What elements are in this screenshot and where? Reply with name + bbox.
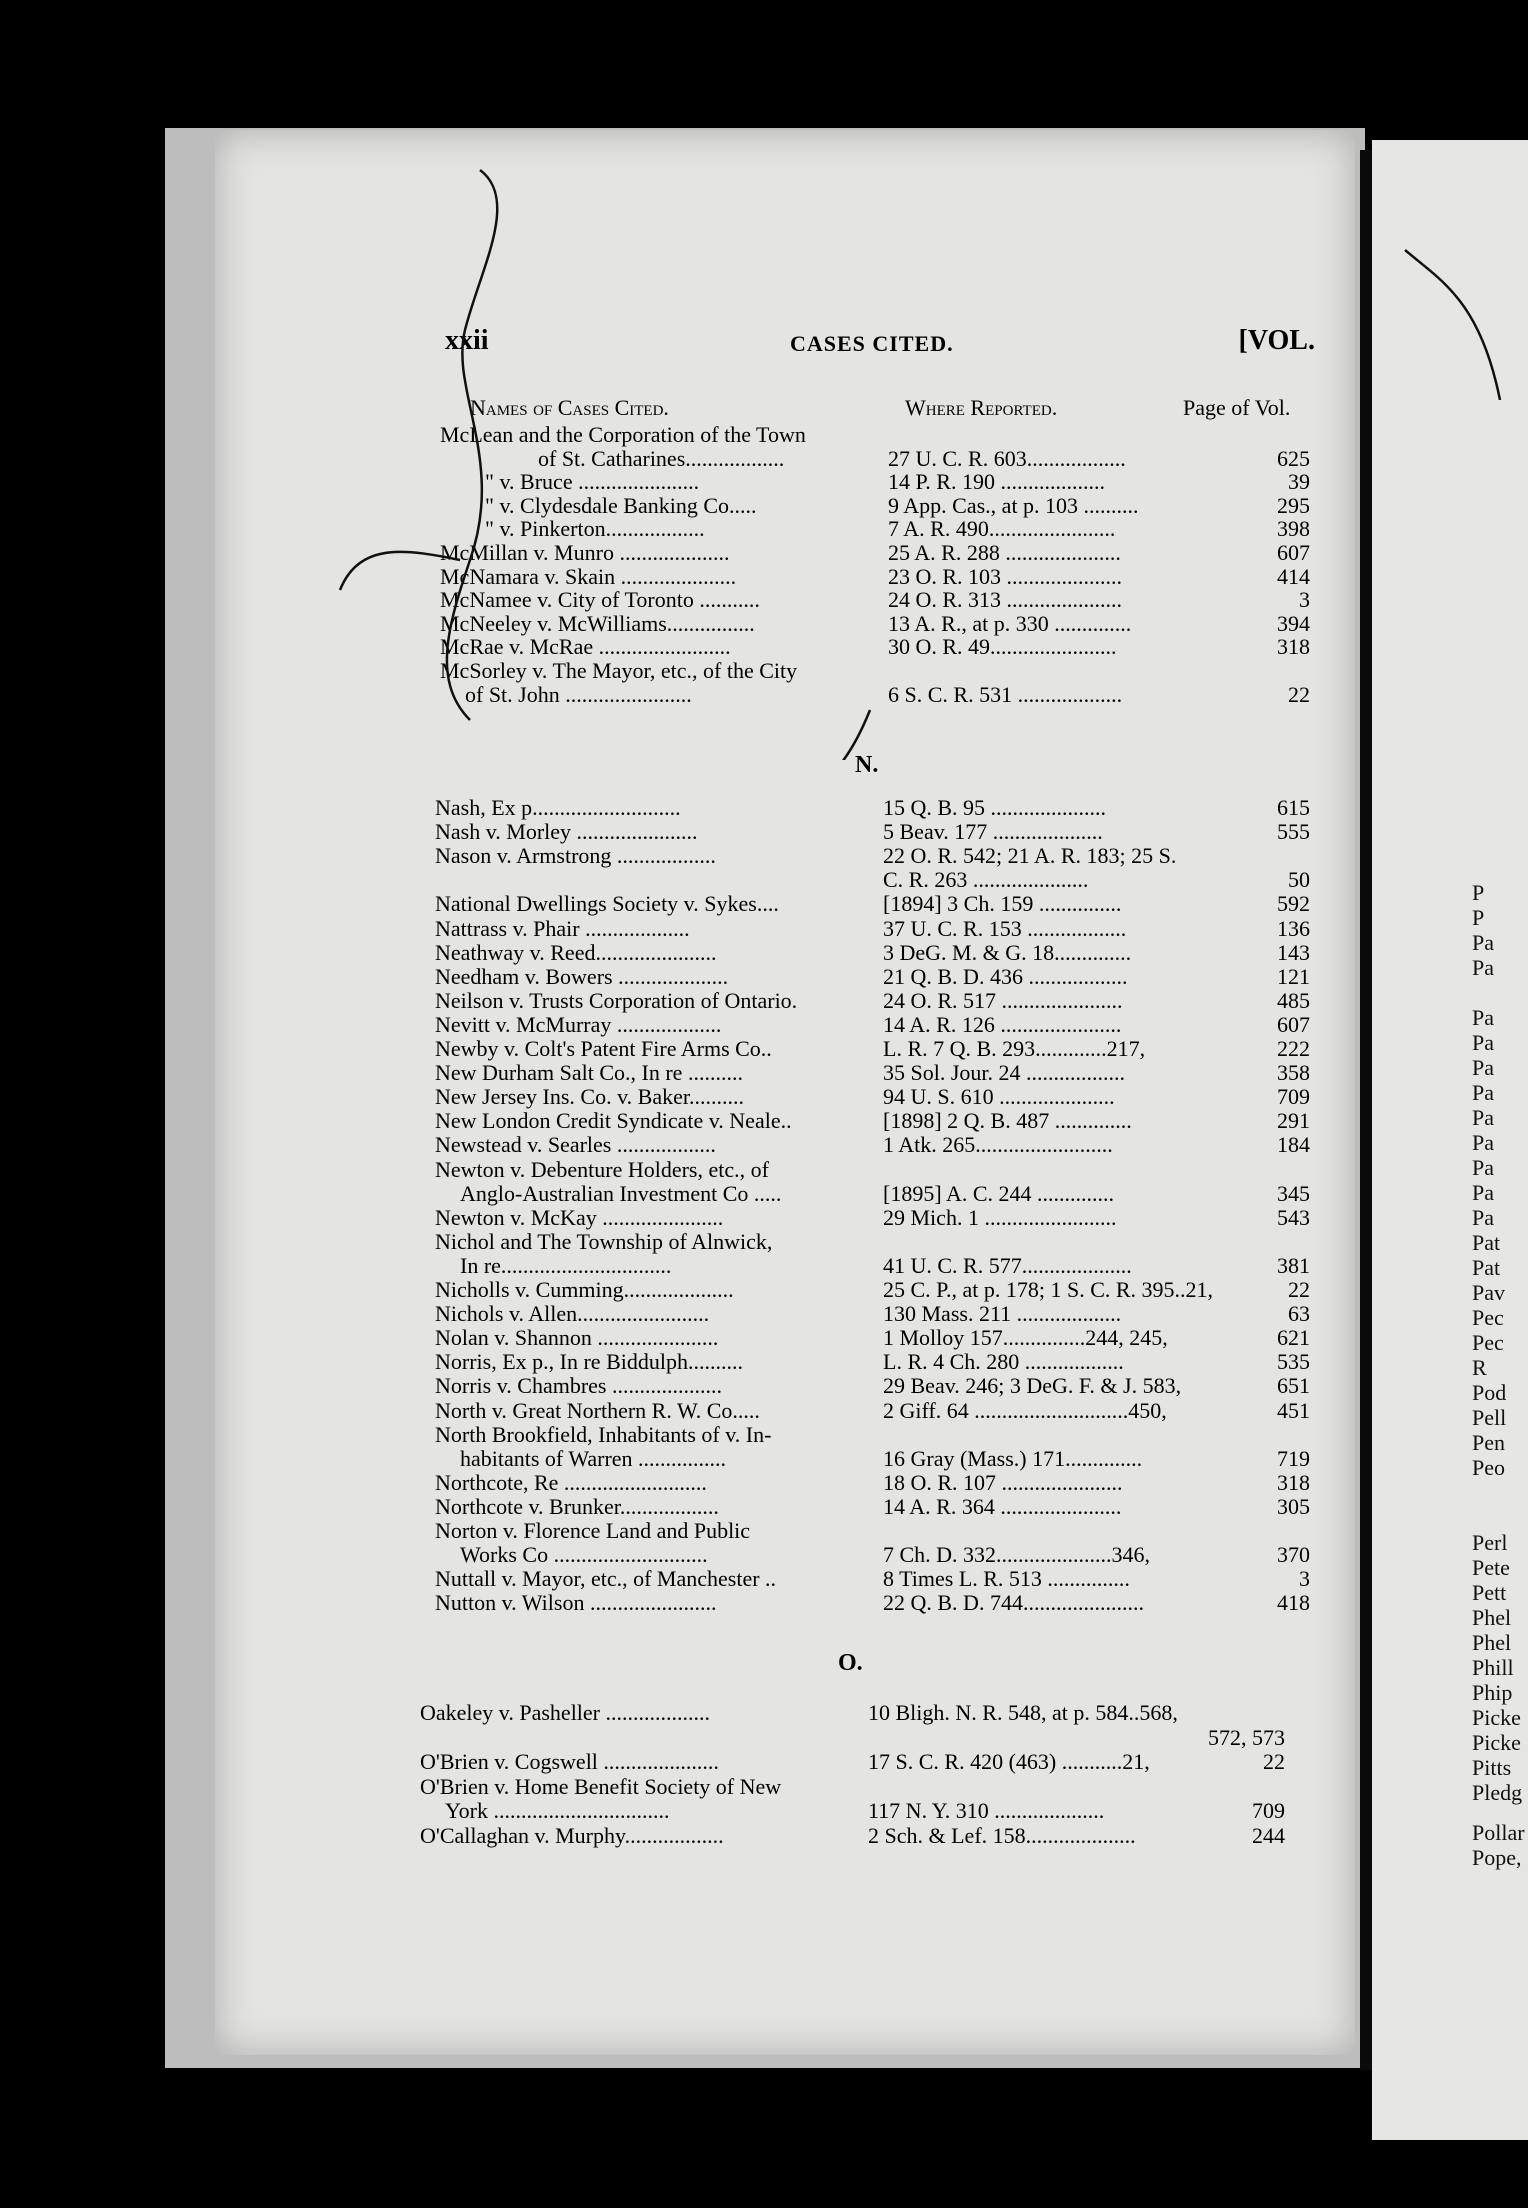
- case-name: Nason v. Armstrong ..................: [435, 843, 716, 869]
- column-header-page: Page of Vol.: [1183, 395, 1291, 420]
- case-name: Nash v. Morley ......................: [435, 819, 698, 845]
- case-reference: L. R. 7 Q. B. 293.............217,: [883, 1036, 1146, 1061]
- case-row: [435, 988, 1310, 1014]
- folio: xxii: [445, 325, 489, 356]
- facing-page-fragment: Pat: [1472, 1230, 1501, 1255]
- case-row: [435, 891, 1310, 917]
- case-page: 345: [1277, 1180, 1310, 1206]
- case-name: McRae v. McRae ........................: [440, 634, 731, 660]
- case-row: [435, 916, 1310, 942]
- case-page: 414: [1277, 563, 1310, 589]
- case-name: O'Brien v. Home Benefit Society of New: [420, 1773, 782, 1799]
- case-row: [435, 1036, 1310, 1062]
- case-row: [435, 1205, 1310, 1231]
- facing-page-fragment: Pa: [1472, 1105, 1494, 1130]
- case-name: McNamee v. City of Toronto ...........: [440, 587, 760, 613]
- case-row: [435, 1229, 1310, 1255]
- case-page: 143: [1277, 939, 1310, 965]
- case-page: 709: [1252, 1798, 1285, 1823]
- case-row: [420, 1749, 1285, 1775]
- case-reference: 1 Molloy 157...............244, 245,: [883, 1325, 1168, 1351]
- case-reference: 7 A. R. 490.......................: [888, 516, 1116, 542]
- case-name: of St. Catharines..................: [538, 445, 785, 471]
- case-name: McLean and the Corporation of the Town: [440, 422, 806, 447]
- case-page: 394: [1277, 610, 1310, 636]
- case-row: [435, 1012, 1310, 1038]
- case-page: 418: [1277, 1590, 1310, 1616]
- facing-page-fragment: Picke: [1472, 1705, 1521, 1730]
- case-name: habitants of Warren ................: [460, 1445, 727, 1471]
- case-row: [435, 1566, 1310, 1592]
- case-row: [420, 1700, 1285, 1726]
- case-name: Norris, Ex p., In re Biddulph..........: [435, 1349, 743, 1375]
- case-row: [435, 1157, 1310, 1183]
- case-reference: 25 A. R. 288 .....................: [888, 540, 1121, 565]
- case-row: [435, 1398, 1310, 1424]
- facing-page-fragment: Phel: [1472, 1605, 1512, 1630]
- facing-page-fragment: Pa: [1472, 1080, 1494, 1105]
- case-reference: 14 P. R. 190 ...................: [888, 469, 1105, 495]
- case-reference: [1894] 3 Ch. 159 ...............: [883, 891, 1122, 917]
- facing-page-fragment: Pod: [1472, 1380, 1507, 1405]
- case-page: 451: [1277, 1397, 1310, 1423]
- facing-page-fragment: Phel: [1472, 1630, 1512, 1655]
- case-name: " v. Clydesdale Banking Co.....: [485, 492, 757, 518]
- case-page: 222: [1277, 1036, 1310, 1061]
- facing-page-fragment: Pa: [1472, 1155, 1494, 1180]
- case-name: Nevitt v. McMurray ...................: [435, 1011, 722, 1037]
- case-page: 381: [1277, 1252, 1310, 1278]
- case-reference: [1898] 2 Q. B. 487 ..............: [883, 1108, 1132, 1134]
- facing-page-fragment: Perl: [1472, 1530, 1508, 1555]
- case-name: McMillan v. Munro ....................: [440, 540, 730, 565]
- case-name: " v. Pinkerton..................: [485, 516, 705, 542]
- case-name: Needham v. Bowers ....................: [435, 963, 729, 989]
- case-page: 318: [1277, 634, 1310, 660]
- case-reference: C. R. 263 .....................: [883, 867, 1089, 893]
- facing-page-fragment: Pa: [1472, 1180, 1494, 1205]
- case-page: 3: [1299, 1566, 1310, 1592]
- case-row: [435, 1590, 1310, 1616]
- case-row: [435, 940, 1310, 966]
- facing-page-fragment: Pat: [1472, 1255, 1501, 1280]
- case-reference: 24 O. R. 517 ......................: [883, 987, 1123, 1013]
- facing-page-fragment: Peo: [1472, 1455, 1505, 1480]
- case-reference: 22 O. R. 542; 21 A. R. 183; 25 S.: [883, 843, 1177, 869]
- case-reference: 94 U. S. 610 .....................: [883, 1084, 1115, 1110]
- case-reference: 18 O. R. 107 ......................: [883, 1469, 1123, 1495]
- facing-page-fragment: Pec: [1472, 1330, 1504, 1355]
- handwritten-mark-right: [1400, 160, 1528, 400]
- case-name: McNamara v. Skain .....................: [440, 563, 737, 589]
- case-row: [420, 1774, 1285, 1800]
- facing-page-fragment: Pen: [1472, 1430, 1505, 1455]
- case-reference: 35 Sol. Jour. 24 ..................: [883, 1060, 1126, 1086]
- case-row: [435, 1060, 1310, 1086]
- section-heading-n: N.: [855, 752, 879, 778]
- case-row: [435, 795, 1310, 821]
- case-name: Works Co ............................: [460, 1542, 708, 1568]
- case-name: York ................................: [445, 1798, 670, 1823]
- case-page: 535: [1277, 1349, 1310, 1375]
- facing-page-fragment: R: [1472, 1355, 1487, 1380]
- case-row: [435, 1132, 1310, 1158]
- case-page: 625: [1277, 445, 1310, 471]
- case-reference: [1895] A. C. 244 ..............: [883, 1180, 1114, 1206]
- case-reference: 27 U. C. R. 603..................: [888, 445, 1126, 471]
- case-name: Nichols v. Allen........................: [435, 1301, 710, 1327]
- case-name: Newstead v. Searles ..................: [435, 1132, 716, 1158]
- case-page: 543: [1277, 1204, 1310, 1230]
- case-page: 121: [1277, 963, 1310, 989]
- case-row: [435, 1494, 1310, 1520]
- facing-page-fragment: Pete: [1472, 1555, 1510, 1580]
- case-page: 607: [1277, 1011, 1310, 1037]
- case-reference: 1 Atk. 265.........................: [883, 1132, 1113, 1158]
- case-name: Oakeley v. Pasheller ...................: [420, 1700, 711, 1725]
- case-name: North v. Great Northern R. W. Co.....: [435, 1397, 760, 1423]
- case-name: Nicholls v. Cumming....................: [435, 1277, 734, 1302]
- case-row: [435, 1181, 1310, 1207]
- case-name: Northcote, Re ..........................: [435, 1469, 707, 1495]
- case-reference: 30 O. R. 49.......................: [888, 634, 1117, 660]
- case-name: Newby v. Colt's Patent Fire Arms Co..: [435, 1036, 772, 1061]
- case-reference: L. R. 4 Ch. 280 ..................: [883, 1349, 1124, 1375]
- case-page: 592: [1277, 891, 1310, 917]
- case-name: Newton v. McKay ......................: [435, 1204, 724, 1230]
- facing-page-fragment: P: [1472, 905, 1485, 930]
- case-name: " v. Bruce ......................: [485, 469, 700, 495]
- case-row: [435, 1277, 1310, 1303]
- facing-page-fragment: Pa: [1472, 1130, 1494, 1155]
- case-page: 358: [1277, 1060, 1310, 1086]
- case-name: Norton v. Florence Land and Public: [435, 1518, 751, 1543]
- case-name: Anglo-Australian Investment Co .....: [460, 1180, 782, 1206]
- case-page: 22: [1288, 681, 1310, 707]
- case-name: New London Credit Syndicate v. Neale..: [435, 1108, 792, 1134]
- case-name: New Durham Salt Co., In re ..........: [435, 1060, 743, 1086]
- case-page: 318: [1277, 1469, 1310, 1495]
- facing-page-fragment: Pa: [1472, 930, 1494, 955]
- facing-page-fragment: Pa: [1472, 955, 1494, 980]
- case-row: [435, 1470, 1310, 1496]
- case-row: [420, 1725, 1285, 1751]
- facing-page-fragment: Pollar: [1472, 1820, 1525, 1845]
- case-reference: 23 O. R. 103 .....................: [888, 563, 1123, 589]
- case-page: 572, 573: [1208, 1724, 1285, 1750]
- case-name: Nash, Ex p...........................: [435, 795, 681, 820]
- case-row: [435, 1108, 1310, 1134]
- case-name: McSorley v. The Mayor, etc., of the City: [440, 658, 798, 683]
- case-row: [435, 1373, 1310, 1399]
- column-header-where: Where Reported.: [905, 395, 1058, 420]
- case-reference: 37 U. C. R. 153 ..................: [883, 915, 1127, 941]
- case-reference: 2 Sch. & Lef. 158....................: [868, 1822, 1136, 1848]
- case-reference: 8 Times L. R. 513 ...............: [883, 1566, 1130, 1592]
- facing-page-fragment: Pope,: [1472, 1845, 1522, 1870]
- case-name: New Jersey Ins. Co. v. Baker..........: [435, 1084, 744, 1110]
- case-page: 615: [1277, 795, 1310, 820]
- case-reference: 24 O. R. 313 .....................: [888, 587, 1123, 613]
- facing-page-fragment: Pledg: [1472, 1780, 1523, 1805]
- case-reference: 9 App. Cas., at p. 103 ..........: [888, 492, 1139, 518]
- case-page: 651: [1277, 1373, 1310, 1399]
- case-page: 370: [1277, 1542, 1310, 1568]
- case-reference: 22 Q. B. D. 744......................: [883, 1590, 1144, 1616]
- case-row: [435, 964, 1310, 990]
- case-row: [435, 1518, 1310, 1544]
- running-title: CASES CITED.: [790, 331, 954, 356]
- facing-page-fragment: Pa: [1472, 1030, 1494, 1055]
- column-header-names: Names of Cases Cited.: [470, 395, 669, 420]
- case-row: [435, 1084, 1310, 1110]
- volume-label: [VOL.: [1238, 325, 1315, 356]
- case-reference: 21 Q. B. D. 436 ..................: [883, 963, 1128, 989]
- case-page: 398: [1277, 516, 1310, 542]
- case-reference: 17 S. C. R. 420 (463) ...........21,: [868, 1749, 1150, 1774]
- case-reference: 13 A. R., at p. 330 ..............: [888, 610, 1132, 636]
- case-row: [420, 1823, 1285, 1849]
- facing-page-fragment: Pitts: [1472, 1755, 1512, 1780]
- case-row: [435, 867, 1310, 893]
- case-reference: 15 Q. B. 95 .....................: [883, 795, 1107, 820]
- case-page: 50: [1288, 867, 1310, 893]
- case-name: Nolan v. Shannon ......................: [435, 1325, 719, 1351]
- facing-page-fragment: Phill: [1472, 1655, 1514, 1680]
- case-page: 3: [1299, 587, 1310, 613]
- case-name: Neilson v. Trusts Corporation of Ontario.: [435, 987, 798, 1013]
- case-reference: 41 U. C. R. 577....................: [883, 1252, 1132, 1278]
- case-reference: 10 Bligh. N. R. 548, at p. 584..568,: [868, 1700, 1178, 1725]
- case-row: [420, 1798, 1285, 1824]
- case-reference: 2 Giff. 64 ............................450,: [883, 1397, 1167, 1423]
- case-reference: 5 Beav. 177 ....................: [883, 819, 1103, 845]
- case-reference: 14 A. R. 126 ......................: [883, 1011, 1122, 1037]
- case-reference: 29 Mich. 1 ........................: [883, 1204, 1117, 1230]
- case-row: [435, 843, 1310, 869]
- case-name: In re...............................: [460, 1252, 672, 1278]
- case-name: Nattrass v. Phair ...................: [435, 915, 690, 941]
- case-row: [435, 1422, 1310, 1448]
- case-name: Nuttall v. Mayor, etc., of Manchester ..: [435, 1566, 777, 1592]
- case-page: 305: [1277, 1493, 1310, 1519]
- case-name: O'Brien v. Cogswell .....................: [420, 1749, 719, 1774]
- facing-page-fragment: Picke: [1472, 1730, 1521, 1755]
- case-name: National Dwellings Society v. Sykes....: [435, 891, 779, 917]
- case-reference: 7 Ch. D. 332.....................346,: [883, 1542, 1151, 1568]
- case-name: of St. John .......................: [465, 681, 692, 707]
- case-page: 244: [1252, 1822, 1285, 1848]
- facing-page-fragment: Pa: [1472, 1005, 1494, 1030]
- case-page: 63: [1288, 1301, 1310, 1327]
- case-reference: 16 Gray (Mass.) 171..............: [883, 1445, 1143, 1471]
- case-name: Norris v. Chambres ....................: [435, 1373, 722, 1399]
- facing-page-fragment: Pa: [1472, 1055, 1494, 1080]
- case-name: McNeeley v. McWilliams................: [440, 610, 755, 636]
- case-row: [435, 1542, 1310, 1568]
- case-name: Neathway v. Reed......................: [435, 939, 717, 965]
- facing-page-fragment: Pa: [1472, 1205, 1494, 1230]
- case-name: Northcote v. Brunker..................: [435, 1493, 719, 1519]
- case-reference: 25 C. P., at p. 178; 1 S. C. R. 395..21,: [883, 1277, 1214, 1302]
- case-page: 39: [1288, 469, 1310, 495]
- case-row: [435, 1446, 1310, 1472]
- case-reference: 14 A. R. 364 ......................: [883, 1493, 1122, 1519]
- facing-page-fragment: Pell: [1472, 1405, 1507, 1430]
- case-name: O'Callaghan v. Murphy..................: [420, 1822, 724, 1848]
- facing-page-fragment: P: [1472, 880, 1485, 905]
- case-reference: 3 DeG. M. & G. 18..............: [883, 939, 1132, 965]
- facing-page-fragment: Phip: [1472, 1680, 1513, 1705]
- case-page: 22: [1263, 1749, 1285, 1774]
- case-page: 295: [1277, 492, 1310, 518]
- case-reference: 130 Mass. 211 ...................: [883, 1301, 1122, 1327]
- case-page: 719: [1277, 1445, 1310, 1471]
- case-page: 184: [1277, 1132, 1310, 1158]
- case-reference: 117 N. Y. 310 ....................: [868, 1798, 1105, 1823]
- case-page: 485: [1277, 987, 1310, 1013]
- case-row: [435, 819, 1310, 845]
- case-page: 291: [1277, 1108, 1310, 1134]
- facing-page-fragment: Pec: [1472, 1305, 1504, 1330]
- handwritten-mark: [330, 160, 890, 760]
- case-page: 136: [1277, 915, 1310, 941]
- case-name: Nutton v. Wilson .......................: [435, 1590, 717, 1616]
- case-row: [435, 1325, 1310, 1351]
- case-page: 555: [1277, 819, 1310, 845]
- section-heading-o: O.: [838, 1650, 863, 1676]
- case-row: [435, 1253, 1310, 1279]
- case-name: Nichol and The Township of Alnwick,: [435, 1228, 773, 1254]
- case-page: 22: [1288, 1277, 1310, 1302]
- case-name: North Brookfield, Inhabitants of v. In-: [435, 1421, 772, 1447]
- case-name: Newton v. Debenture Holders, etc., of: [435, 1156, 769, 1182]
- case-reference: 29 Beav. 246; 3 DeG. F. & J. 583,: [883, 1373, 1182, 1399]
- facing-page-fragment: Pav: [1472, 1280, 1505, 1305]
- case-page: 621: [1277, 1325, 1310, 1351]
- facing-page-fragment: Pett: [1472, 1580, 1507, 1605]
- case-reference: 6 S. C. R. 531 ...................: [888, 681, 1123, 707]
- case-page: 709: [1277, 1084, 1310, 1110]
- case-page: 607: [1277, 540, 1310, 565]
- case-row: [435, 1349, 1310, 1375]
- case-row: [435, 1301, 1310, 1327]
